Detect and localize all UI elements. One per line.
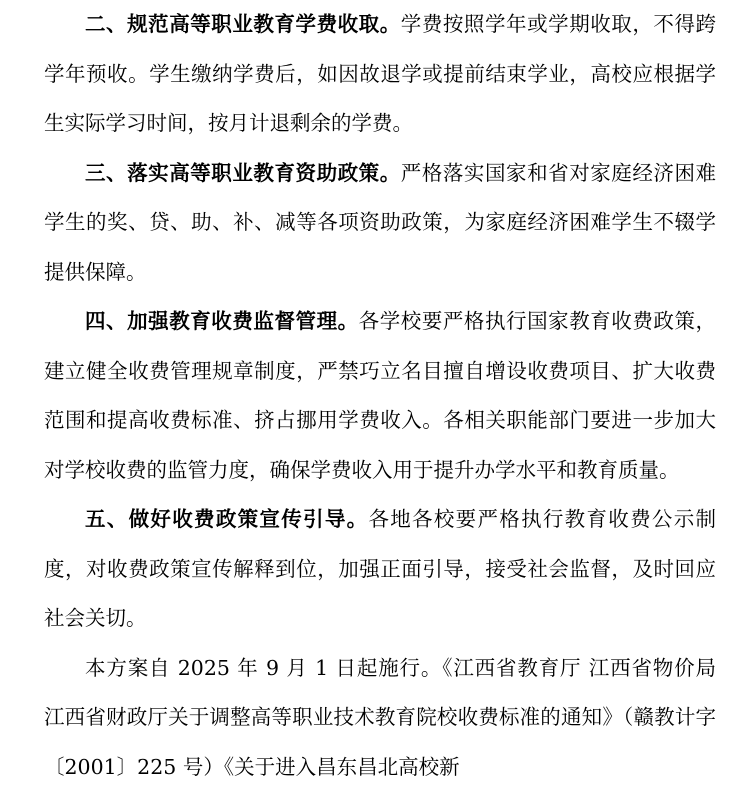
section-heading: 五、做好收费政策宣传引导。 <box>85 507 368 531</box>
paragraph-policy-publicity <box>44 495 716 644</box>
paragraph-tuition-collection <box>44 0 716 149</box>
section-body: 本方案自 2025 年 9 月 1 日起施行。《江西省教育厅 江西省物价局 江西省财政厅关于调整高等职业技术教育院校收费标准的通知》（赣教计字〔2001〕225 号）《关于进入昌东昌北高校新 <box>44 656 716 779</box>
section-body: 严格落实国家和省对家庭经济困难学生的奖、贷、助、补、减等各项资助政策，为家庭经济困难学生不辍学提供保障。 <box>44 161 716 284</box>
section-body: 各地各校要严格执行教育收费公示制度，对收费政策宣传解释到位，加强正面引导，接受社会监督，及时回应社会关切。 <box>44 507 716 630</box>
section-body: 学费按照学年或学期收取，不得跨学年预收。学生缴纳学费后，如因故退学或提前结束学业，高校应根据学生实际学习时间，按月计退剩余的学费。 <box>44 12 716 135</box>
paragraph-effective-date <box>44 644 716 792</box>
section-body: 各学校要严格执行国家教育收费政策，建立健全收费管理规章制度，严禁巧立名目擅自增设收费项目、扩大收费范围和提高收费标准、挤占挪用学费收入。各相关职能部门要进一步加大对学校收费的监管力度，确保学费收入用于提升办学水平和教育质量。 <box>44 309 716 482</box>
paragraph-financial-aid <box>44 149 716 298</box>
section-heading: 二、规范高等职业教育学费收取。 <box>85 12 401 36</box>
section-heading: 三、落实高等职业教育资助政策。 <box>85 161 401 185</box>
document-page <box>44 0 716 792</box>
section-heading: 四、加强教育收费监督管理。 <box>85 309 359 333</box>
paragraph-fee-supervision <box>44 297 716 495</box>
